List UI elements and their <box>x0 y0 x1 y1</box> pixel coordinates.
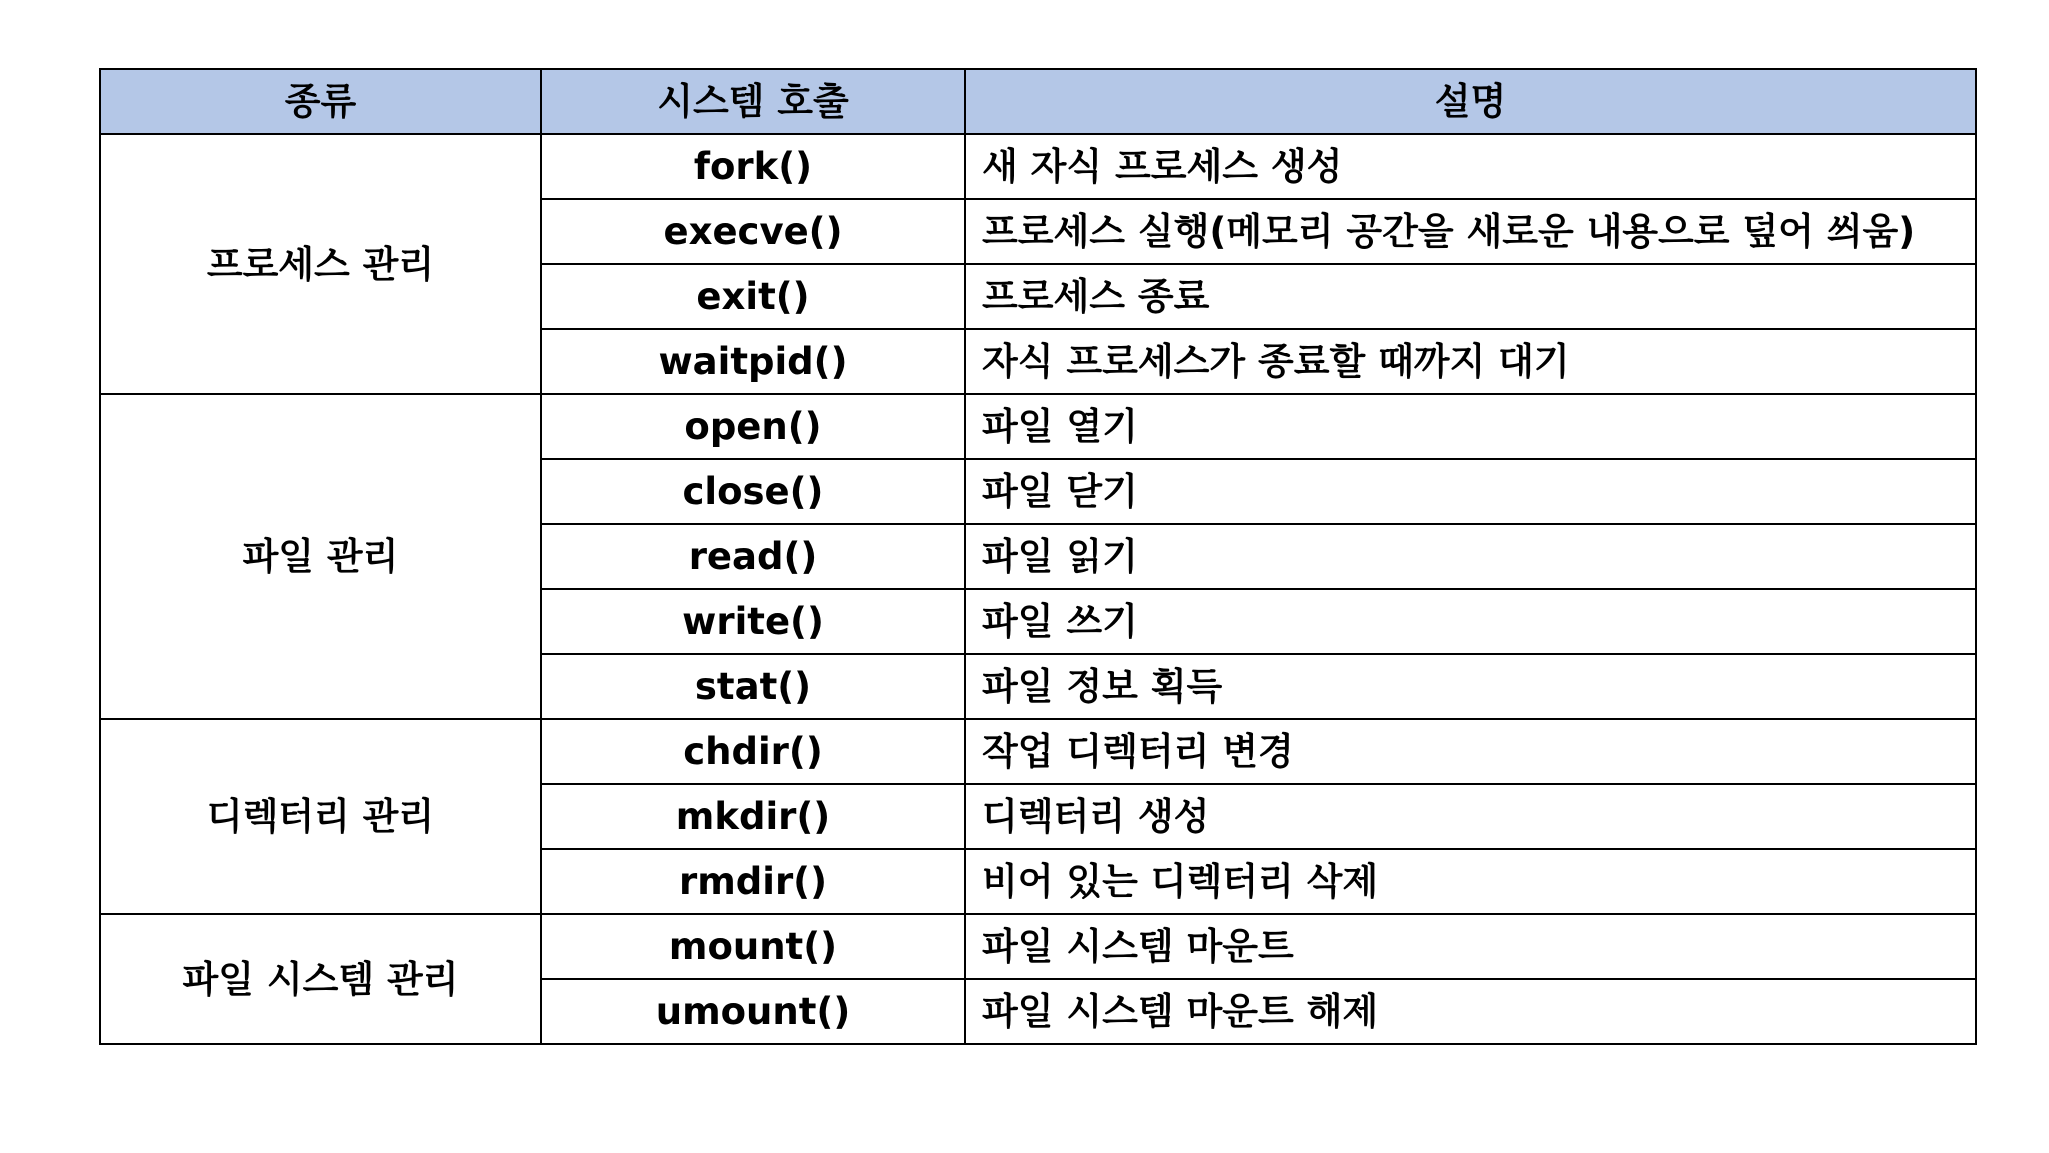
system-call-cell: fork() <box>541 134 965 199</box>
description-cell: 파일 시스템 마운트 <box>965 914 1976 979</box>
system-call-cell: execve() <box>541 199 965 264</box>
description-cell: 비어 있는 디렉터리 삭제 <box>965 849 1976 914</box>
system-call-cell: stat() <box>541 654 965 719</box>
description-cell: 자식 프로세스가 종료할 때까지 대기 <box>965 329 1976 394</box>
description-cell: 파일 정보 획득 <box>965 654 1976 719</box>
system-call-cell: mkdir() <box>541 784 965 849</box>
system-call-cell: open() <box>541 394 965 459</box>
table-header-row <box>100 69 1976 134</box>
category-cell: 디렉터리 관리 <box>100 719 541 914</box>
table-row <box>100 134 1976 199</box>
description-cell: 파일 열기 <box>965 394 1976 459</box>
description-cell: 작업 디렉터리 변경 <box>965 719 1976 784</box>
description-cell: 프로세스 실행(메모리 공간을 새로운 내용으로 덮어 씌움) <box>965 199 1976 264</box>
system-call-table-wrapper <box>99 68 1975 1045</box>
system-call-cell: exit() <box>541 264 965 329</box>
system-call-table <box>99 68 1977 1045</box>
header-description: 설명 <box>965 69 1976 134</box>
system-call-cell: write() <box>541 589 965 654</box>
system-call-cell: chdir() <box>541 719 965 784</box>
system-call-cell: read() <box>541 524 965 589</box>
description-cell: 파일 쓰기 <box>965 589 1976 654</box>
table-row <box>100 394 1976 459</box>
description-cell: 프로세스 종료 <box>965 264 1976 329</box>
category-cell: 프로세스 관리 <box>100 134 541 394</box>
category-cell: 파일 시스템 관리 <box>100 914 541 1044</box>
table-row <box>100 719 1976 784</box>
system-call-cell: rmdir() <box>541 849 965 914</box>
system-call-cell: mount() <box>541 914 965 979</box>
system-call-cell: waitpid() <box>541 329 965 394</box>
description-cell: 파일 시스템 마운트 해제 <box>965 979 1976 1044</box>
description-cell: 디렉터리 생성 <box>965 784 1976 849</box>
description-cell: 파일 읽기 <box>965 524 1976 589</box>
table-row <box>100 914 1976 979</box>
system-call-cell: umount() <box>541 979 965 1044</box>
category-cell: 파일 관리 <box>100 394 541 719</box>
description-cell: 새 자식 프로세스 생성 <box>965 134 1976 199</box>
description-cell: 파일 닫기 <box>965 459 1976 524</box>
header-system-call: 시스템 호출 <box>541 69 965 134</box>
system-call-cell: close() <box>541 459 965 524</box>
header-category: 종류 <box>100 69 541 134</box>
